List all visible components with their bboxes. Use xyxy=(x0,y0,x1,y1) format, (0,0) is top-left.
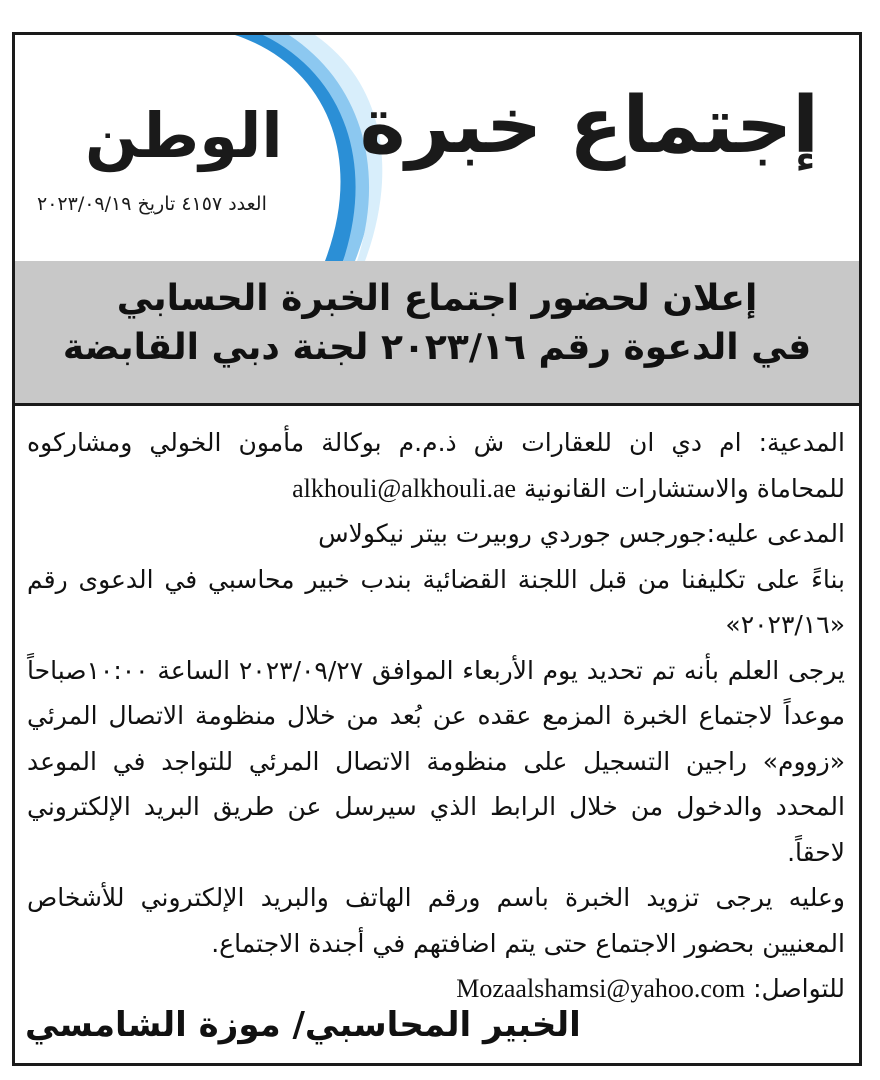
defendant-label: المدعى عليه: xyxy=(706,519,845,548)
ad-title: إجتماع خبرة xyxy=(359,81,819,171)
plaintiff-text: ام دي ان للعقارات ش ذ.م.م بوكالة مأمون الخولي ومشاركوه للمحاماة والاستشارات القانونية xyxy=(27,428,845,503)
plaintiff-email: alkhouli@alkhouli.ae xyxy=(292,473,517,503)
plaintiff-paragraph xyxy=(27,420,845,511)
assignment-paragraph: بناءً على تكليفنا من قبل اللجنة القضائية بندب خبير محاسبي في الدعوى رقم «٢٠٢٣/١٦» xyxy=(27,564,845,639)
plaintiff-label: المدعية: xyxy=(758,428,845,457)
signature: الخبير المحاسبي/ موزة الشامسي xyxy=(25,1005,581,1045)
banner-line-1: إعلان لحضور اجتماع الخبرة الحسابي xyxy=(116,278,758,319)
announcement-body xyxy=(15,420,859,1012)
contact-email: Mozaalshamsi@yahoo.com xyxy=(456,974,746,1003)
request-paragraph: وعليه يرجى تزويد الخبرة باسم ورقم الهاتف والبريد الإلكتروني للأشخاص المعنيين بحضور الاجتماع حتى يتم اضافتهم في أجندة الاجتماع. xyxy=(27,883,845,958)
advertisement-frame xyxy=(12,32,862,1066)
defendant-text: جورجس جوردي روبيرت بيتر نيكولاس xyxy=(318,519,707,548)
contact-label: للتواصل: xyxy=(745,974,845,1003)
announcement-banner xyxy=(15,261,859,406)
banner-line-2: في الدعوة رقم ٢٠٢٣/١٦ لجنة دبي القابضة xyxy=(62,326,812,368)
newspaper-logo: الوطن xyxy=(85,99,283,172)
defendant-paragraph xyxy=(27,511,845,557)
issue-date-line: العدد ٤١٥٧ تاريخ ٢٠٢٣/٠٩/١٩ xyxy=(37,193,267,215)
meeting-paragraph: يرجى العلم بأنه تم تحديد يوم الأربعاء الموافق ٢٠٢٣/٠٩/٢٧ الساعة ١٠:٠٠صباحاً موعداً لاجتماع الخبرة المزمع عقده عن بُعد من خلال منظومة الاتصال المرئي «زووم» راجين التسجيل على منظومة الاتصال المرئي للتواجد في الموعد المحدد والدخول من خلال الرابط الذي سيرسل عن طريق البريد الإلكتروني لاحقاً. xyxy=(27,655,845,867)
header xyxy=(15,35,859,261)
